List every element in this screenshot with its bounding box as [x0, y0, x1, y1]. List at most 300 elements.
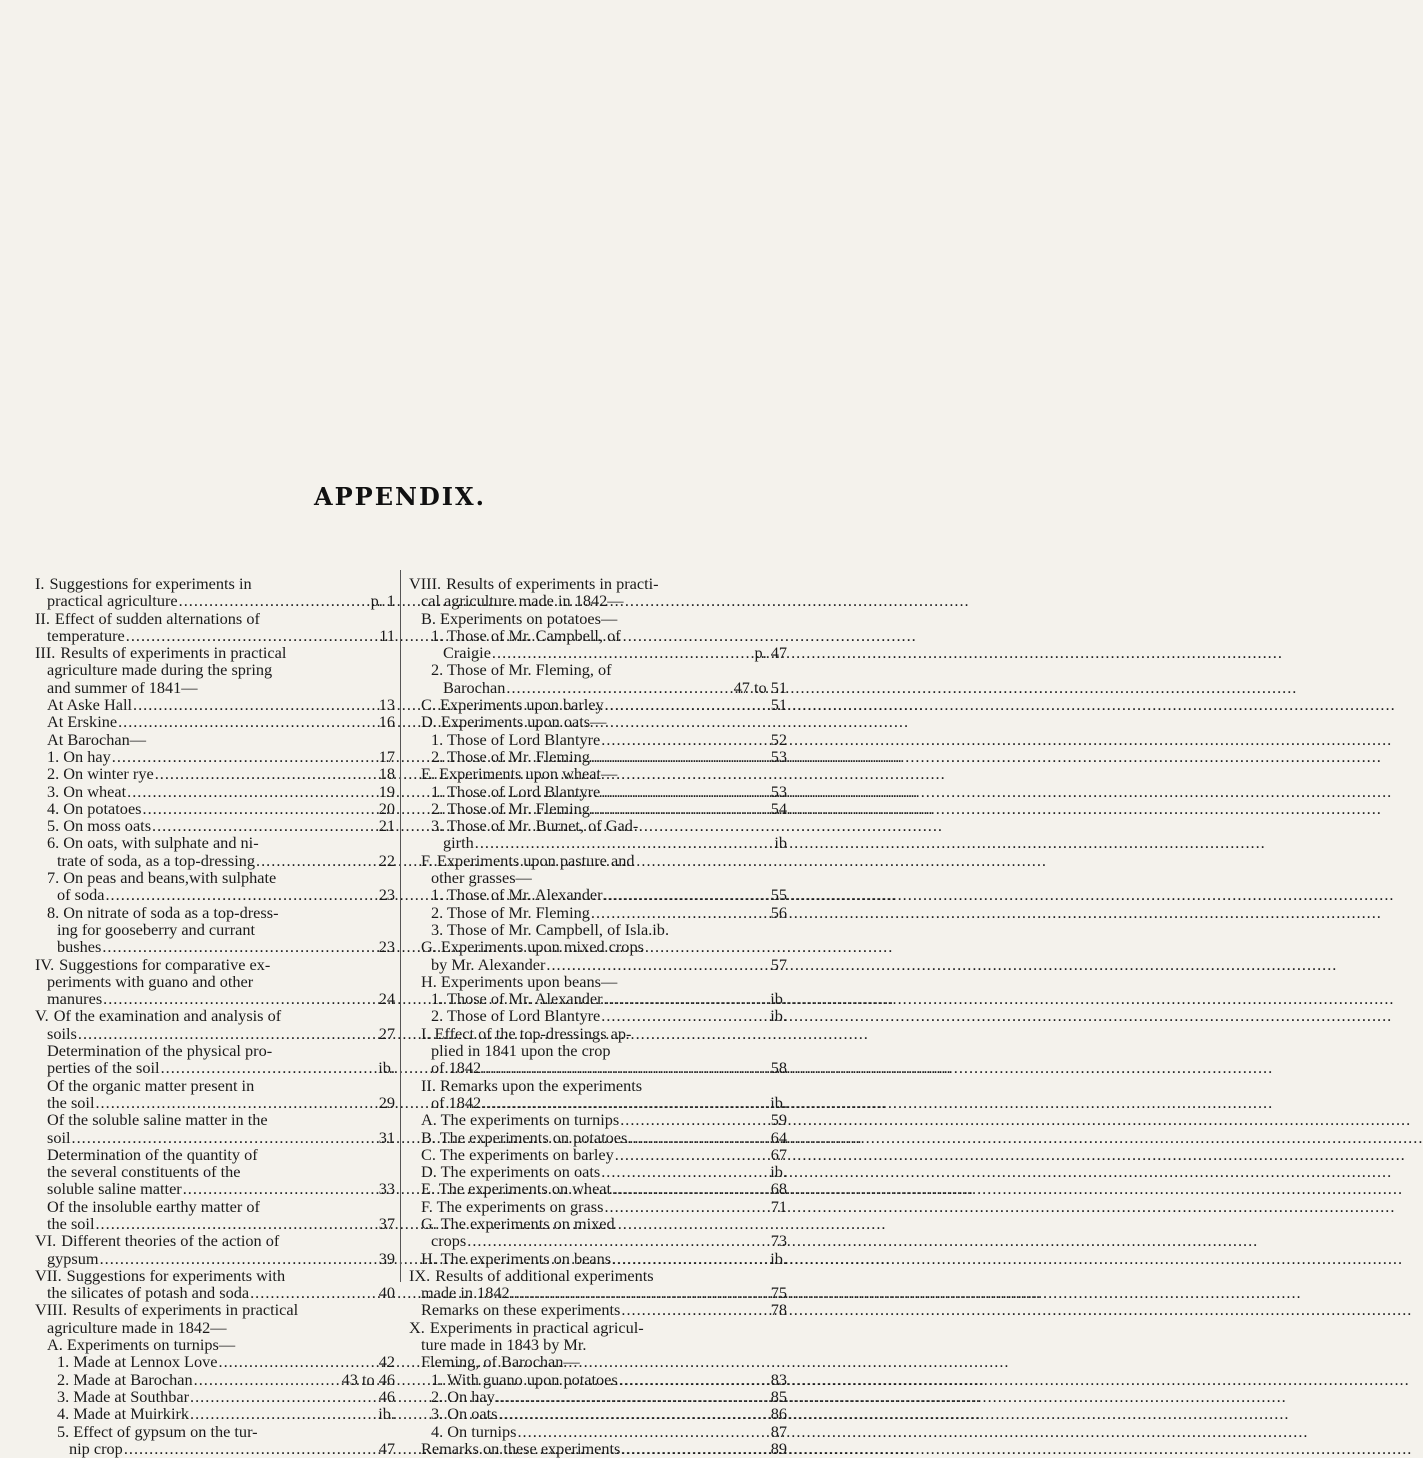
page-reference: 29: [378, 1092, 395, 1112]
entry-text: D. The experiments on oats: [421, 1162, 601, 1182]
contents-entry: [35, 886, 395, 903]
entry-text: of soda: [57, 885, 105, 905]
contents-entry: [35, 938, 395, 955]
contents-entry: [409, 610, 787, 627]
page-reference: 47: [378, 1438, 395, 1458]
entry-text: other grasses—: [431, 868, 532, 888]
dot-leader: [604, 1198, 769, 1215]
dot-leader: [95, 1094, 377, 1111]
entry-text: ing for gooseberry and currant: [57, 919, 256, 939]
dot-leader: [179, 592, 370, 609]
page-reference: 37: [378, 1213, 395, 1233]
entry-text: II. Remarks upon the experiments: [421, 1075, 643, 1095]
dot-leader: [482, 1094, 769, 1111]
section-number: X.: [409, 1317, 425, 1337]
contents-entry: [409, 696, 787, 713]
entry-text: Determination of the quantity of: [47, 1144, 258, 1164]
contents-entry: [35, 869, 395, 886]
page-reference: 24: [378, 989, 395, 1009]
entry-text: I. Effect of the top-dressings ap-: [421, 1023, 632, 1043]
contents-entry: [409, 921, 787, 938]
entry-text: A. Experiments on turnips—: [47, 1335, 236, 1355]
entry-text: Results of experiments in practical: [72, 1300, 299, 1320]
page-reference: 59: [770, 1110, 787, 1130]
dot-leader: [498, 1405, 769, 1422]
page-reference: 89: [770, 1438, 787, 1458]
page-reference: 47 to 51: [733, 677, 787, 697]
page-reference: ib.: [378, 1404, 395, 1424]
dot-leader: [118, 713, 378, 730]
dot-leader: [601, 1007, 769, 1024]
dot-leader: [546, 956, 769, 973]
page-reference: 53: [770, 781, 787, 801]
page-reference: 83: [770, 1369, 787, 1389]
page-reference: 67: [770, 1144, 787, 1164]
section-number: III.: [35, 643, 56, 663]
dot-leader: [161, 1059, 378, 1076]
entry-text: 5. On moss oats: [47, 816, 152, 836]
contents-entry: [35, 904, 395, 921]
page-reference: 64: [770, 1127, 787, 1147]
page-reference: 13: [378, 695, 395, 715]
dot-leader: [190, 1388, 378, 1405]
contents-entry: [409, 731, 787, 748]
entry-text: B. The experiments on potatoes.: [421, 1127, 632, 1147]
entry-text: F. The experiments on grass: [421, 1196, 604, 1216]
contents-entry: [409, 1180, 787, 1197]
contents-entry: [35, 644, 395, 661]
page-reference: 52: [770, 729, 787, 749]
contents-entry: [409, 852, 787, 869]
dot-leader: [72, 1129, 378, 1146]
entry-text: Remarks on these experiments: [421, 1438, 621, 1458]
entry-text: 1. Those of Mr. Alexander: [431, 885, 603, 905]
entry-text: periments with guano and other: [47, 971, 254, 991]
entry-text: 2. Those of Mr. Fleming, of: [431, 660, 612, 680]
entry-text: 1. With guano upon potatoes: [431, 1369, 618, 1389]
contents-entry: [35, 1007, 395, 1024]
contents-entry: [35, 610, 395, 627]
dot-leader: [155, 765, 378, 782]
contents-entry: [35, 592, 395, 609]
page-reference: 23: [378, 937, 395, 957]
entry-text: the several constituents of the: [47, 1162, 241, 1182]
entry-text: 1. Made at Lennox Love: [57, 1352, 218, 1372]
contents-entry: [409, 1301, 787, 1318]
contents-entry: [35, 1025, 395, 1042]
contents-entry: [35, 1077, 395, 1094]
contents-entry: [35, 1059, 395, 1076]
page-reference: 53: [770, 746, 787, 766]
contents-entry: [409, 1007, 787, 1024]
contents-entry: [409, 1215, 787, 1232]
contents-entry: [35, 1405, 395, 1422]
dot-leader: [133, 696, 378, 713]
entry-text: Different theories of the action of: [61, 1231, 280, 1251]
contents-entry: [35, 1163, 395, 1180]
contents-entry: [35, 765, 395, 782]
contents-entry: [409, 886, 787, 903]
entry-text: 4. On turnips: [431, 1421, 517, 1441]
entry-text: plied in 1841 upon the crop: [431, 1041, 611, 1061]
page-reference: 43 to 46: [341, 1369, 395, 1389]
entry-text: 8. On nitrate of soda as a top-dress-: [47, 902, 279, 922]
entry-text: agriculture made in 1842—: [47, 1317, 227, 1337]
section-number: IV.: [35, 954, 55, 974]
dot-leader: [194, 1371, 341, 1388]
entry-text: Suggestions for comparative ex-: [59, 954, 271, 974]
entry-text: 3. On oats: [431, 1404, 498, 1424]
dot-leader: [615, 1146, 770, 1163]
entry-text: of 1842: [431, 1092, 482, 1112]
contents-entry: [409, 644, 787, 661]
contents-entry: [35, 921, 395, 938]
entry-text: girth: [443, 833, 474, 853]
contents-entry: [409, 592, 787, 609]
page-reference: ib: [774, 833, 787, 853]
contents-entry: [409, 1405, 787, 1422]
contents-entry: [409, 1319, 787, 1336]
entry-text: 2. Made at Barochan: [57, 1369, 193, 1389]
entry-text: At Erskine: [47, 712, 118, 732]
contents-entry: [35, 1215, 395, 1232]
contents-entry: [35, 973, 395, 990]
entry-text: Experiments in practical agricul-: [429, 1317, 644, 1337]
contents-entry: [35, 1440, 395, 1457]
contents-entry: [409, 1423, 787, 1440]
contents-entry: [35, 1042, 395, 1059]
dot-leader: [190, 1405, 377, 1422]
entry-text: the soil: [47, 1092, 95, 1112]
dot-leader: [605, 696, 770, 713]
column-divider: [400, 570, 401, 1282]
contents-entry: [35, 1111, 395, 1128]
page-reference: 17: [378, 746, 395, 766]
entry-text: G. Experiments upon mixed crops: [421, 937, 644, 957]
dot-leader: [496, 1388, 770, 1405]
section-number: II.: [35, 608, 50, 628]
dot-leader: [482, 1059, 770, 1076]
entry-text: 1. Those of Lord Blantyre: [431, 781, 601, 801]
page-reference: 42: [378, 1352, 395, 1372]
contents-entry: [35, 627, 395, 644]
section-number: VIII.: [35, 1300, 68, 1320]
page-reference: 39: [378, 1248, 395, 1268]
dot-leader: [612, 1250, 769, 1267]
entry-text: A. The experiments on turnips: [421, 1110, 620, 1130]
contents-entry: [409, 869, 787, 886]
contents-entry: [409, 956, 787, 973]
contents-entry: [409, 661, 787, 678]
contents-entry: [409, 1198, 787, 1215]
contents-entry: [35, 1232, 395, 1249]
entry-text: 2. Those of Mr. Fleming: [431, 746, 590, 766]
entry-text: 3. Made at Southbar: [57, 1386, 190, 1406]
page-reference: 19: [378, 781, 395, 801]
entry-text: cal agriculture made in 1842—: [421, 591, 624, 611]
contents-entry: [409, 765, 787, 782]
entry-text: perties of the soil: [47, 1058, 160, 1078]
dot-leader: [591, 904, 770, 921]
dot-leader: [492, 644, 754, 661]
entry-text: Determination of the physical pro-: [47, 1041, 273, 1061]
contents-entry: [35, 1319, 395, 1336]
dot-leader: [591, 748, 770, 765]
entry-text: manures: [47, 989, 103, 1009]
contents-column-right: [409, 575, 787, 1457]
page-reference: p. 47: [754, 643, 787, 663]
page-reference: 68: [770, 1179, 787, 1199]
section-number: VII.: [35, 1265, 62, 1285]
entry-text: made in 1842: [421, 1283, 510, 1303]
dot-leader: [183, 1180, 378, 1197]
page-reference: ib.: [770, 989, 787, 1009]
contents-entry: [409, 679, 787, 696]
contents-entry: [35, 748, 395, 765]
section-number: VIII.: [409, 574, 442, 593]
contents-entry: [35, 1250, 395, 1267]
contents-entry: [409, 713, 787, 730]
dot-leader: [127, 783, 378, 800]
entry-text: Results of additional experiments: [435, 1265, 654, 1285]
entry-text: 3. On wheat: [47, 781, 127, 801]
dot-leader: [105, 886, 377, 903]
page-reference: 21: [378, 816, 395, 836]
dot-leader: [511, 1284, 770, 1301]
entry-text: Suggestions for experiments with: [66, 1265, 286, 1285]
contents-entry: [409, 1059, 787, 1076]
contents-entry: [409, 1284, 787, 1301]
entry-text: temperature: [47, 625, 125, 645]
contents-entry: [35, 1388, 395, 1405]
contents-entry: [409, 1388, 787, 1405]
entry-text: practical agriculture: [47, 591, 178, 611]
contents-entry: [35, 1129, 395, 1146]
entry-text: Barochan: [443, 677, 506, 697]
entry-text: bushes: [57, 937, 102, 957]
page-title: APPENDIX.: [314, 482, 486, 511]
contents-entry: [35, 1423, 395, 1440]
entry-text: C. The experiments on barley: [421, 1144, 614, 1164]
dot-leader: [604, 886, 770, 903]
entry-text: 1. Those of Mr. Alexander: [431, 989, 603, 1009]
entry-text: H. Experiments upon beans—: [421, 971, 618, 991]
section-number: VI.: [35, 1231, 57, 1251]
entry-text: and summer of 1841—: [47, 677, 198, 697]
contents-entry: [409, 1163, 787, 1180]
page-reference: ib.: [770, 1092, 787, 1112]
contents-entry: [409, 1232, 787, 1249]
contents-entry: [35, 817, 395, 834]
contents-entry: [35, 990, 395, 1007]
page-reference: 40: [378, 1283, 395, 1303]
dot-leader: [103, 990, 378, 1007]
entry-text: soluble saline matter: [47, 1179, 182, 1199]
dot-leader: [250, 1284, 378, 1301]
dot-leader: [591, 800, 770, 817]
dot-leader: [506, 679, 732, 696]
page-reference: 22: [378, 850, 395, 870]
contents-entry: [409, 817, 787, 834]
contents-entry: [35, 1094, 395, 1111]
page-reference: 18: [378, 764, 395, 784]
entry-text: D. Experiments upon oats—: [421, 712, 607, 732]
entry-text: Results of experiments in practi-: [446, 574, 659, 593]
contents-entry: [409, 990, 787, 1007]
page-reference: ib.: [770, 1248, 787, 1268]
entry-text: 1. Those of Mr. Campbell, of: [431, 625, 621, 645]
contents-entry: [409, 904, 787, 921]
entry-text: 2. Those of Lord Blantyre: [431, 1006, 601, 1026]
dot-leader: [124, 1440, 378, 1457]
dot-leader: [143, 800, 378, 817]
entry-text: C. Experiments upon barley: [421, 695, 604, 715]
entry-text: 4. On potatoes: [47, 798, 142, 818]
page-reference: 75: [770, 1283, 787, 1303]
contents-entry: [409, 1077, 787, 1094]
contents-entry: [409, 1025, 787, 1042]
entry-text: 2. Those of Mr. Fleming: [431, 798, 590, 818]
contents-entry: [35, 661, 395, 678]
contents-entry: [35, 1301, 395, 1318]
page-reference: p. 1: [370, 591, 395, 611]
entry-text: Of the examination and analysis of: [53, 1006, 282, 1026]
entry-text: Of the soluble saline matter in the: [47, 1110, 268, 1130]
entry-text: 3. Those of Mr. Campbell, of Isla.ib.: [431, 919, 670, 939]
entry-text: F. Experiments upon pasture and: [421, 850, 635, 870]
entry-text: agriculture made during the spring: [47, 660, 273, 680]
page-reference: 20: [378, 798, 395, 818]
contents-entry: [35, 1267, 395, 1284]
contents-entry: [409, 1094, 787, 1111]
entry-text: ture made in 1843 by Mr.: [421, 1335, 587, 1355]
entry-text: G. The experiments on mixed: [421, 1213, 615, 1233]
entry-text: 2. Those of Mr. Fleming: [431, 902, 590, 922]
dot-leader: [95, 1215, 377, 1232]
entry-text: E. Experiments upon wheat—: [421, 764, 618, 784]
contents-entry: [35, 1284, 395, 1301]
dot-leader: [152, 817, 378, 834]
dot-leader: [126, 627, 379, 644]
dot-leader: [601, 1163, 769, 1180]
page-reference: ib.: [378, 1058, 395, 1078]
page-reference: 54: [770, 798, 787, 818]
page-reference: 33: [378, 1179, 395, 1199]
page-reference: 51: [770, 695, 787, 715]
contents-entry: [35, 956, 395, 973]
entry-text: Remarks on these experiments: [421, 1300, 621, 1320]
entry-text: soils: [47, 1023, 77, 1043]
page-reference: 73: [770, 1231, 787, 1251]
page-reference: 87: [770, 1421, 787, 1441]
page-reference: 55: [770, 885, 787, 905]
entry-text: soil: [47, 1127, 71, 1147]
contents-entry: [35, 1198, 395, 1215]
entry-text: Of the organic matter present in: [47, 1075, 255, 1095]
entry-text: E. The experiments on wheat: [421, 1179, 612, 1199]
contents-entry: [409, 834, 787, 851]
dot-leader: [601, 731, 769, 748]
contents-entry: [409, 1042, 787, 1059]
contents-entry: [35, 575, 395, 592]
contents-entry: [35, 731, 395, 748]
contents-column-left: [35, 575, 395, 1457]
entry-text: 6. On oats, with sulphate and ni-: [47, 833, 259, 853]
contents-entry: [35, 1336, 395, 1353]
entry-text: Suggestions for experiments in: [49, 574, 252, 593]
dot-leader: [256, 852, 378, 869]
page-reference: 27: [378, 1023, 395, 1043]
page-reference: ib.: [770, 1006, 787, 1026]
entry-text: 1. Those of Lord Blantyre: [431, 729, 601, 749]
page-reference: 46: [378, 1386, 395, 1406]
entry-text: gypsum: [47, 1248, 99, 1268]
contents-entry: [35, 852, 395, 869]
entry-text: the silicates of potash and soda: [47, 1283, 250, 1303]
contents-entry: [409, 1250, 787, 1267]
page-reference: 86: [770, 1404, 787, 1424]
contents-entry: [409, 938, 787, 955]
contents-entry: [409, 783, 787, 800]
contents-entry: [35, 1180, 395, 1197]
dot-leader: [621, 1440, 769, 1457]
entry-text: Craigie: [443, 643, 491, 663]
section-number: IX.: [409, 1265, 431, 1285]
entry-text: nip crop: [69, 1438, 123, 1458]
section-number: I.: [35, 574, 45, 593]
contents-entry: [35, 1371, 395, 1388]
contents-entry: [409, 627, 787, 644]
entry-text: by Mr. Alexander: [431, 954, 546, 974]
contents-entry: [409, 1267, 787, 1284]
page-reference: 31: [378, 1127, 395, 1147]
contents-entry: [35, 800, 395, 817]
entry-text: 7. On peas and beans,with sulphate: [47, 868, 277, 888]
dot-leader: [612, 1180, 770, 1197]
dot-leader: [475, 834, 774, 851]
entry-text: Effect of sudden alternations of: [54, 608, 260, 628]
entry-text: B. Experiments on potatoes—: [421, 608, 618, 628]
entry-text: crops: [431, 1231, 467, 1251]
page-reference: 78: [770, 1300, 787, 1320]
entry-text: 2. On hay: [431, 1386, 495, 1406]
contents-entry: [409, 1146, 787, 1163]
page-reference: 23: [378, 885, 395, 905]
contents-entry: [35, 1353, 395, 1370]
entry-text: Results of experiments in practical: [60, 643, 287, 663]
page-reference: 56: [770, 902, 787, 922]
dot-leader: [219, 1353, 378, 1370]
section-number: V.: [35, 1006, 49, 1026]
entry-text: of 1842: [431, 1058, 482, 1078]
dot-leader: [601, 783, 769, 800]
contents-entry: [409, 575, 787, 592]
entry-text: 4. Made at Muirkirk: [57, 1404, 190, 1424]
page-reference: ib.: [770, 1162, 787, 1182]
contents-entry: [35, 783, 395, 800]
entry-text: trate of soda, as a top-dressing: [57, 850, 256, 870]
contents-entry: [409, 1353, 787, 1370]
page-reference: 16: [378, 712, 395, 732]
dot-leader: [102, 938, 377, 955]
page-reference: 57: [770, 954, 787, 974]
entry-text: the soil: [47, 1213, 95, 1233]
contents-entry: [35, 1146, 395, 1163]
page-reference: 58: [770, 1058, 787, 1078]
page-reference: 85: [770, 1386, 787, 1406]
entry-text: 1. On hay: [47, 746, 111, 766]
contents-entry: [409, 1371, 787, 1388]
